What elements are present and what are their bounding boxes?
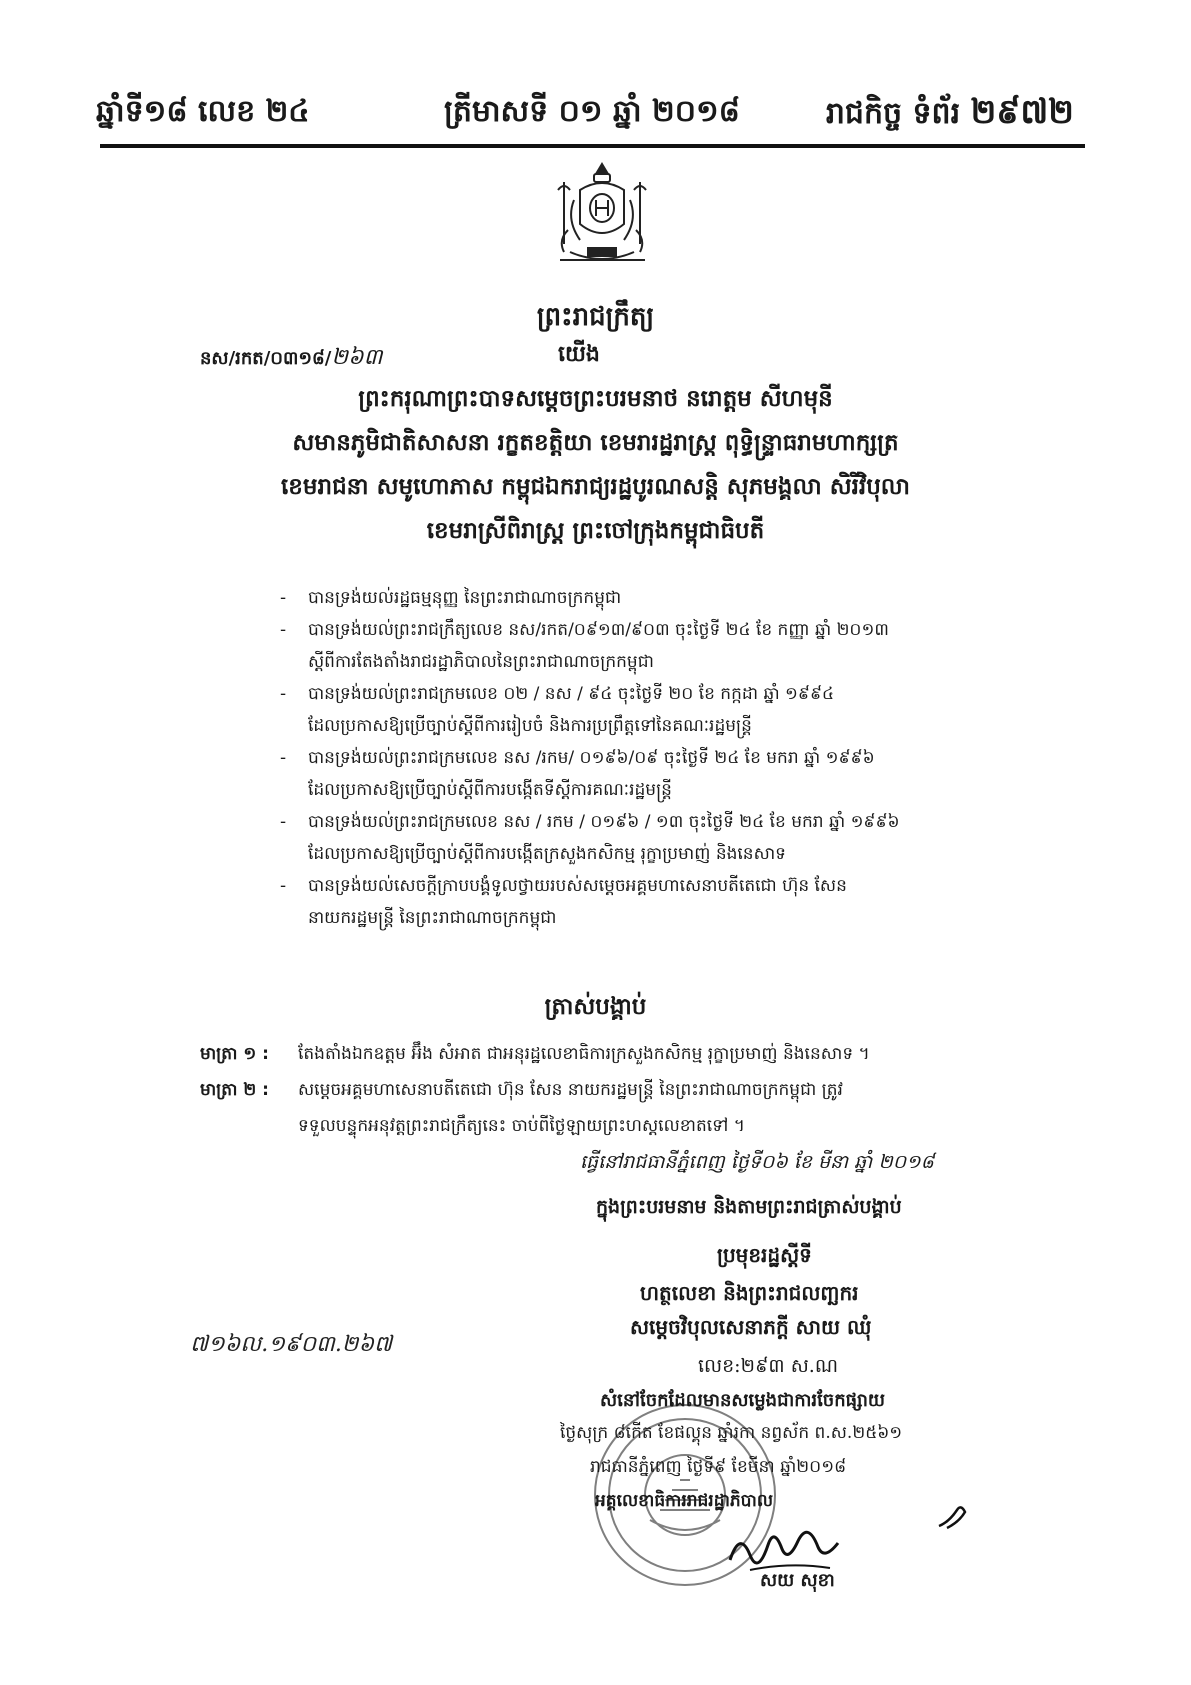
secretary-general-title: អគ្គលេខាធិការរាជរដ្ឋាភិបាល <box>595 1491 774 1511</box>
article-text: តែងតាំងឯកឧត្តម អ៊ឹង សំអាត ជាអនុរដ្ឋលេខាធិការក្រសួងកសិកម្ម រុក្ខាប្រមាញ់ និងនេសាទ ។ <box>298 1044 870 1064</box>
article-label: មាត្រា ២ : <box>200 1080 269 1100</box>
gregorian-date: រាជធានីភ្នំពេញ ថ្ងៃទី៩ ខែមីនា ឆ្នាំ២០១៨ <box>590 1457 847 1477</box>
article-text: ទទួលបន្ទុកអនុវត្តព្រះរាជក្រឹត្យនេះ ចាប់ពីថ្ងៃឡាយព្រះហស្តលេខាតទៅ ។ <box>298 1116 745 1136</box>
list-dash: - <box>280 876 287 896</box>
consideration-line: បានទ្រង់យល់សេចក្តីក្រាបបង្គំទូលថ្វាយរបស់សម្តេចអគ្គមហាសេនាបតីតេជោ ហ៊ុន សែន <box>308 876 847 896</box>
consideration-line: បានទ្រង់យល់ព្រះរាជក្រមលេខ ០២ / នស / ៩៤ ចុះថ្ងៃទី ២០ ខែ កក្កដា ឆ្នាំ ១៩៩៤ <box>308 684 835 704</box>
king-titles <box>0 377 1191 553</box>
consideration-item <box>280 870 1040 934</box>
certified-copy-heading: សំនៅចែកដែលមានសម្លេងជាការចែកផ្សាយ <box>600 1390 886 1411</box>
signatory-name: សម្តេចវិបុលសេនាភក្តី សាយ ឈុំ <box>630 1315 872 1339</box>
decree-reference <box>200 343 382 375</box>
article-text: សម្តេចអគ្គមហាសេនាបតីតេជោ ហ៊ុន សែន នាយករដ្ឋមន្ត្រី នៃព្រះរាជាណាចក្រកម្ពុជា ត្រូវ <box>298 1080 843 1100</box>
header-page <box>826 92 1074 134</box>
consideration-line: បានទ្រង់យល់ព្រះរាជក្រមលេខ នស / រកម / ០១៩៦ / ១៣ ចុះថ្ងៃទី ២៤ ខែ មករា ឆ្នាំ ១៩៩៦ <box>308 812 900 832</box>
header-page-number: ២៩៧២ <box>970 92 1074 132</box>
list-dash: - <box>280 812 287 832</box>
header-page-prefix: រាជកិច្ច ទំព័រ <box>825 96 961 131</box>
decree-reference-prefix: នស/រកត/០៣១៨/ <box>200 348 332 369</box>
acting-head-of-state: ប្រមុខរដ្ឋស្តីទី <box>717 1243 812 1267</box>
list-dash: - <box>280 588 287 608</box>
consideration-item <box>280 614 1040 678</box>
running-header <box>84 92 1084 136</box>
consideration-item <box>280 582 1040 614</box>
consideration-item <box>280 678 1040 742</box>
signature-seal-title: ហត្ថលេខា និងព្រះរាជលញ្ឆករ <box>640 1281 859 1305</box>
consideration-line: ដែលប្រកាសឱ្យប្រើច្បាប់ស្តីពីការបង្កើតទីស្តីការគណៈរដ្ឋមន្ត្រី <box>308 780 672 800</box>
consideration-item <box>280 806 1040 870</box>
consideration-item <box>280 742 1040 806</box>
list-dash: - <box>280 684 287 704</box>
decrees-heading: ត្រាស់បង្គាប់ <box>544 993 647 1020</box>
consideration-line: ដែលប្រកាសឱ្យប្រើច្បាប់ស្តីពីការបង្កើតក្រសួងកសិកម្ម រុក្ខាប្រមាញ់ និងនេសាទ <box>308 844 786 864</box>
king-title-line: ខេមរាជនា សមូហោភាស កម្ពុជឯករាជ្យរដ្ឋបូរណសន្តិ សុភមង្គលា សិរីវិបុលា <box>280 473 911 500</box>
consideration-line: ដែលប្រកាសឱ្យប្រើច្បាប់ស្តីពីការរៀបចំ និងការប្រព្រឹត្តទៅនៃគណៈរដ្ឋមន្ត្រី <box>308 716 752 736</box>
consideration-line: បានទ្រង់យល់ព្រះរាជក្រឹត្យលេខ នស/រកត/០៩១៣/៩០៣ ចុះថ្ងៃទី ២៤ ខែ កញ្ញា ឆ្នាំ ២០១៣ <box>308 620 889 640</box>
decree-reference-handwritten: ២៦៣ <box>331 345 383 370</box>
on-behalf-line: ក្នុងព្រះបរមនាម និងតាមព្រះរាជត្រាស់បង្គាប់ <box>596 1196 902 1218</box>
king-title-line: សមានភូមិជាតិសាសនា រក្ខតខត្តិយា ខេមរារដ្ឋរាស្ត្រ ពុទ្ធិន្ទ្រាធរាមហាក្សត្រ <box>292 429 899 456</box>
we-heading: យើង <box>558 342 600 367</box>
royal-coat-of-arms-icon <box>550 160 655 268</box>
registration-number: លេខ:២៩៣ ស.ណ <box>698 1355 839 1377</box>
consideration-line: បានទ្រង់យល់ព្រះរាជក្រមលេខ នស /រកម/ ០១៩៦/០៩ ចុះថ្ងៃទី ២៤ ខែ មករា ឆ្នាំ ១៩៩៦ <box>308 748 875 768</box>
consideration-line: ស្តីពីការតែងតាំងរាជរដ្ឋាភិបាលនៃព្រះរាជាណាចក្រកម្ពុជា <box>308 652 654 672</box>
header-rule <box>100 144 1085 148</box>
article-1 <box>200 1036 1050 1072</box>
king-title-line: ព្រះករុណាព្រះបាទសម្តេចព្រះបរមនាថ នរោត្តម សីហមុនី <box>358 385 833 412</box>
consideration-line: នាយករដ្ឋមន្ត្រី នៃព្រះរាជាណាចក្រកម្ពុជា <box>308 908 557 928</box>
lunar-date: ថ្ងៃសុក្រ ៨កើត ខែផល្គុន ឆ្នាំរកា នព្វស័ក ព.ស.២៥៦១ <box>560 1423 903 1443</box>
list-dash: - <box>280 748 287 768</box>
article-label: មាត្រា ១ : <box>200 1044 269 1064</box>
header-quarter: ត្រីមាសទី ០១ ឆ្នាំ ២០១៨ <box>444 94 740 129</box>
article-2 <box>200 1072 1050 1144</box>
articles-list <box>200 1036 1050 1144</box>
initials-mark-icon <box>935 1502 975 1532</box>
considerations-list <box>280 582 1040 934</box>
decree-title: ព្រះរាជក្រឹត្យ <box>536 302 655 332</box>
certifier-name: សយ សុខា <box>760 1570 835 1591</box>
place-date: ធ្វើនៅរាជធានីភ្នំពេញ ថ្ងៃទី០៦ ខែ មីនា ឆ្នាំ ២០១៨ <box>580 1151 934 1173</box>
archive-number: ៧១៦ល.១៩០៣.២៦៧ <box>190 1332 393 1357</box>
king-title-line: ខេមរាស្រីពិរាស្ត្រ ព្រះចៅក្រុងកម្ពុជាធិបតី <box>426 517 765 544</box>
consideration-line: បានទ្រង់យល់រដ្ឋធម្មនុញ្ញ នៃព្រះរាជាណាចក្រកម្ពុជា <box>308 588 622 608</box>
header-issue: ឆ្នាំទី១៨ លេខ ២៤ <box>96 94 310 129</box>
list-dash: - <box>280 620 287 640</box>
